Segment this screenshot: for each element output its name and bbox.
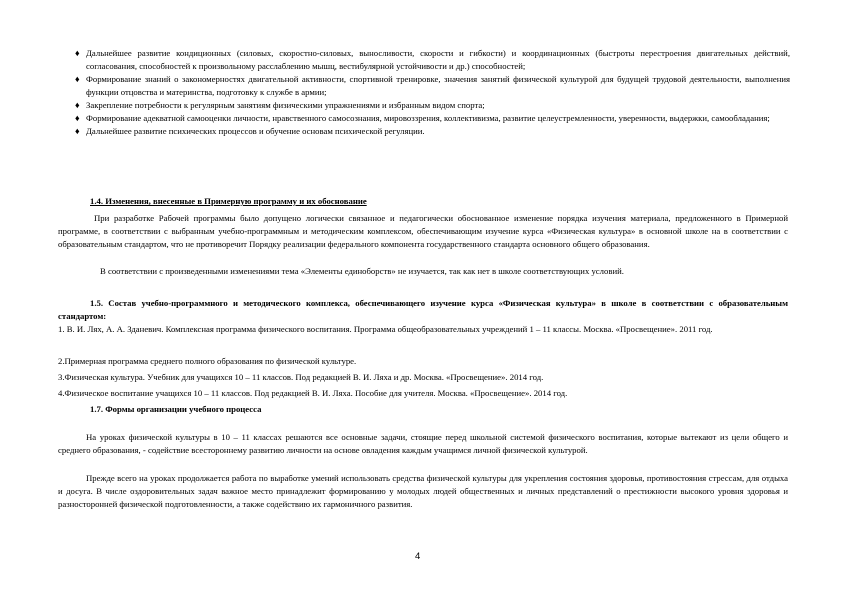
section-1-5-heading: 1.5. Состав учебно-программного и методического комплекса, обеспечивающего изучение курса «Физическая культура» в школе в соответствии с образовательным стандартом: [58,298,788,321]
diamond-bullet-icon: ♦ [75,113,80,123]
list-item: ♦ Дальнейшее развитие психических процессов и обучение основам психической регуляции. [75,126,425,136]
diamond-bullet-icon: ♦ [75,74,80,84]
section-1-7-heading: 1.7. Формы организации учебного процесса [90,404,262,414]
section-1-4-paragraph-2: В соответствии с произведенными изменениями тема «Элементы единоборств» не изучается, так как нет в школе соответствующих условий. [100,266,624,276]
list-item: 1. В. И. Лях, А. А. Зданевич. Комплексная программа физического воспитания. Программа общеобразовательных учреждений 1 – 11 классы. Москва. «Просвещение». 2011 год. [58,324,713,334]
list-item: ♦ Формирование адекватной самооценки личности, нравственного самосознания, мировоззрения, коллективизма, развитие целеустремленности, уверенности, выдержки, самообладания; [75,113,770,123]
diamond-bullet-icon: ♦ [75,100,80,110]
diamond-bullet-icon: ♦ [75,48,80,58]
section-1-7-paragraph-1: На уроках физической культуры в 10 – 11 классах решаются все основные задачи, стоящие перед школьной системой физического воспитания, которые вытекают из цели общего и среднего образования, - содействие всестороннему развитию личности на основе овладения каждым учащимся личной физической культурой. [58,432,788,455]
list-item: 4.Физическое воспитание учащихся 10 – 11 классов. Под редакцией В. И. Ляха. Пособие для учителя. Москва. «Просвещение». 2014 год. [58,388,568,398]
page-number: 4 [415,551,421,562]
list-item: 2.Примерная программа среднего полного образования по физической культуре. [58,356,357,366]
list-item: ♦ Формирование знаний о закономерностях двигательной активности, спортивной тренировке, значения занятий физической культурой для будущей трудовой деятельности, выполнения функции отцовства и материнства, подготовку к службе в армии; [75,74,790,97]
section-1-4-paragraph-1: При разработке Рабочей программы было допущено логически связанное и педагогически обоснованное изменение порядка изучения материала, предложенного в Примерной программе, в соответствии с выбранным учебно-программным и методическим комплексом, обеспечивающим изучение курса «Физическая культура» в основной школе на в соответствии с образовательным стандартом, что не противоречит Порядку реализации федерального компонента государственного стандарта основного общего образования. [58,213,788,249]
list-item: ♦ Дальнейшее развитие кондиционных (силовых, скоростно-силовых, выносливости, скорости и гибкости) и координационных (быстроты перестроения двигательных действий, согласования, способностей к произвольному расслаблению мышц, вестибулярной устойчивости и др.) способностей; [75,48,790,71]
goals-bullet-list [60,47,790,138]
list-item: ♦ Закрепление потребности к регулярным занятиям физическими упражнениями и избранным видом спорта; [75,100,485,110]
list-item: 3.Физическая культура. Учебник для учащихся 10 – 11 классов. Под редакцией В. И. Ляха и др. Москва. «Просвещение». 2014 год. [58,372,544,382]
section-1-7-paragraph-2: Прежде всего на уроках продолжается работа по выработке умений использовать средства физической культуры для укрепления состояния здоровья, противостояния стрессам, для отдыха и досуга. В числе оздоровительных задач важное место принадлежит формированию у молодых людей общественных и личных представлений о престижности высокого уровня здоровья и разносторонней физической подготовленности, а также содействию их гармоничного развития. [58,473,788,509]
diamond-bullet-icon: ♦ [75,126,80,136]
section-1-4-heading: 1.4. Изменения, внесенные в Примерную программу и их обоснование [90,196,367,206]
